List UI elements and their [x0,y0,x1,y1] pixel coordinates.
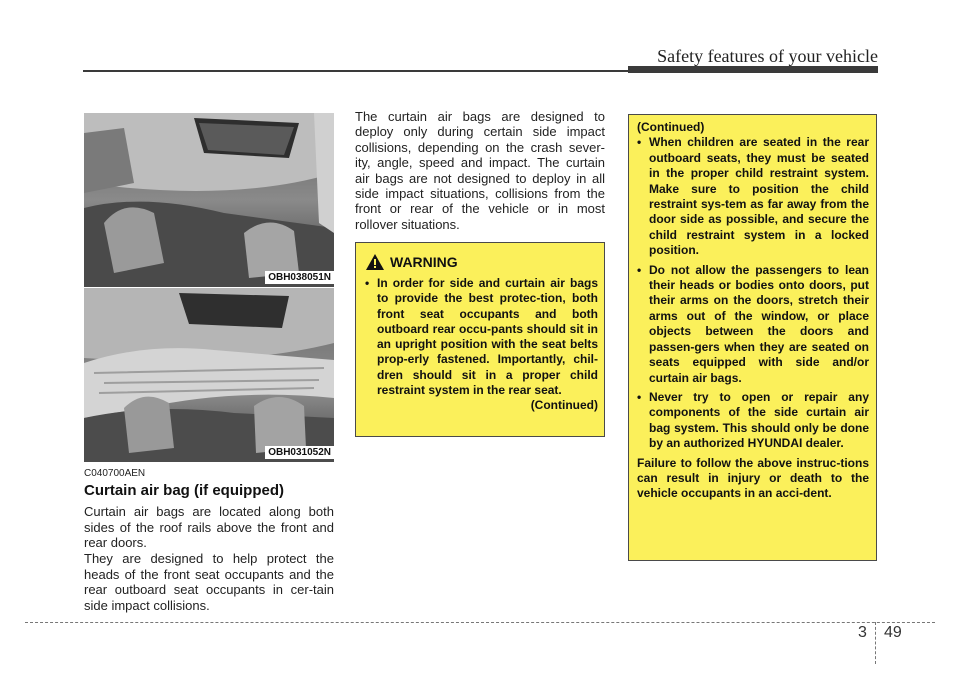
figure-label: OBH031052N [265,446,334,459]
header-rule [83,70,629,72]
continued-header: (Continued) [637,120,705,134]
figure-interior-deployed [84,288,334,462]
section-code: C040700AEN [84,468,146,479]
warning-conclusion: Failure to follow the above instruc-tions can result in injury or death to the vehicle occupants in an acci-dent. [637,455,869,501]
section-title: Safety features of your vehicle [657,46,878,66]
deployed-airbag-illustration [84,288,334,462]
body-paragraph: Curtain air bags are located along both sides of the roof rails above the front and rear doors. [84,504,334,550]
warning-continued-box [628,114,877,561]
warning-bullet: • Never try to open or repair any components of the side curtain air bag system. This should only be done by an authorized HYUNDAI dealer. [637,390,869,452]
warning-title: WARNING [390,254,458,270]
header-rule-accent [628,66,878,73]
car-interior-illustration [84,113,334,287]
warning-header [366,254,458,270]
footer-divider [875,622,876,664]
figure-label: OBH038051N [265,271,334,284]
body-paragraph: The curtain air bags are designed to deploy only during certain side impact collisions, depending on the crash sever-ity, angle, speed and impact. The curtain air bags are not designed to deploy in all side impact situations, collisions from the front or rear of the vehicle or in most rollover situations. [355,109,605,232]
page-number: 49 [884,624,902,641]
warning-box [355,242,605,437]
continued-label: (Continued) [530,398,598,413]
section-heading: Curtain air bag (if equipped) [84,482,285,499]
footer-rule [25,622,935,623]
warning-bullet: • When children are seated in the rear outboard seats, they must be seated in the proper child restraint system. Make sure to position the child restraint sys-tem as far away from the door side as possible, and secure the child restraint system in a locked position. [637,135,869,258]
body-paragraph: They are designed to help protect the heads of the front seat occupants and the rear outboard seat occupants in cer-tain side impact collisions. [84,551,334,613]
warning-bullet: • Do not allow the passengers to lean their heads or bodies onto doors, put their arms on the doors, stretch their arms out of the window, or place objects between the doors and passen-gers when they are seated on seats equipped with side and/or curtain air bags. [637,263,869,386]
warning-triangle-icon [366,254,384,270]
figure-interior-stowed [84,113,334,287]
chapter-number: 3 [858,624,867,641]
warning-bullet: • In order for side and curtain air bags to provide the best protec-tion, both front seat occupants and both outboard rear occu-pants should sit in an upright position with the seat belts prop-erly fastened. Importantly, chil-dren should sit in a proper child restraint system in the rear seat. [365,276,598,398]
